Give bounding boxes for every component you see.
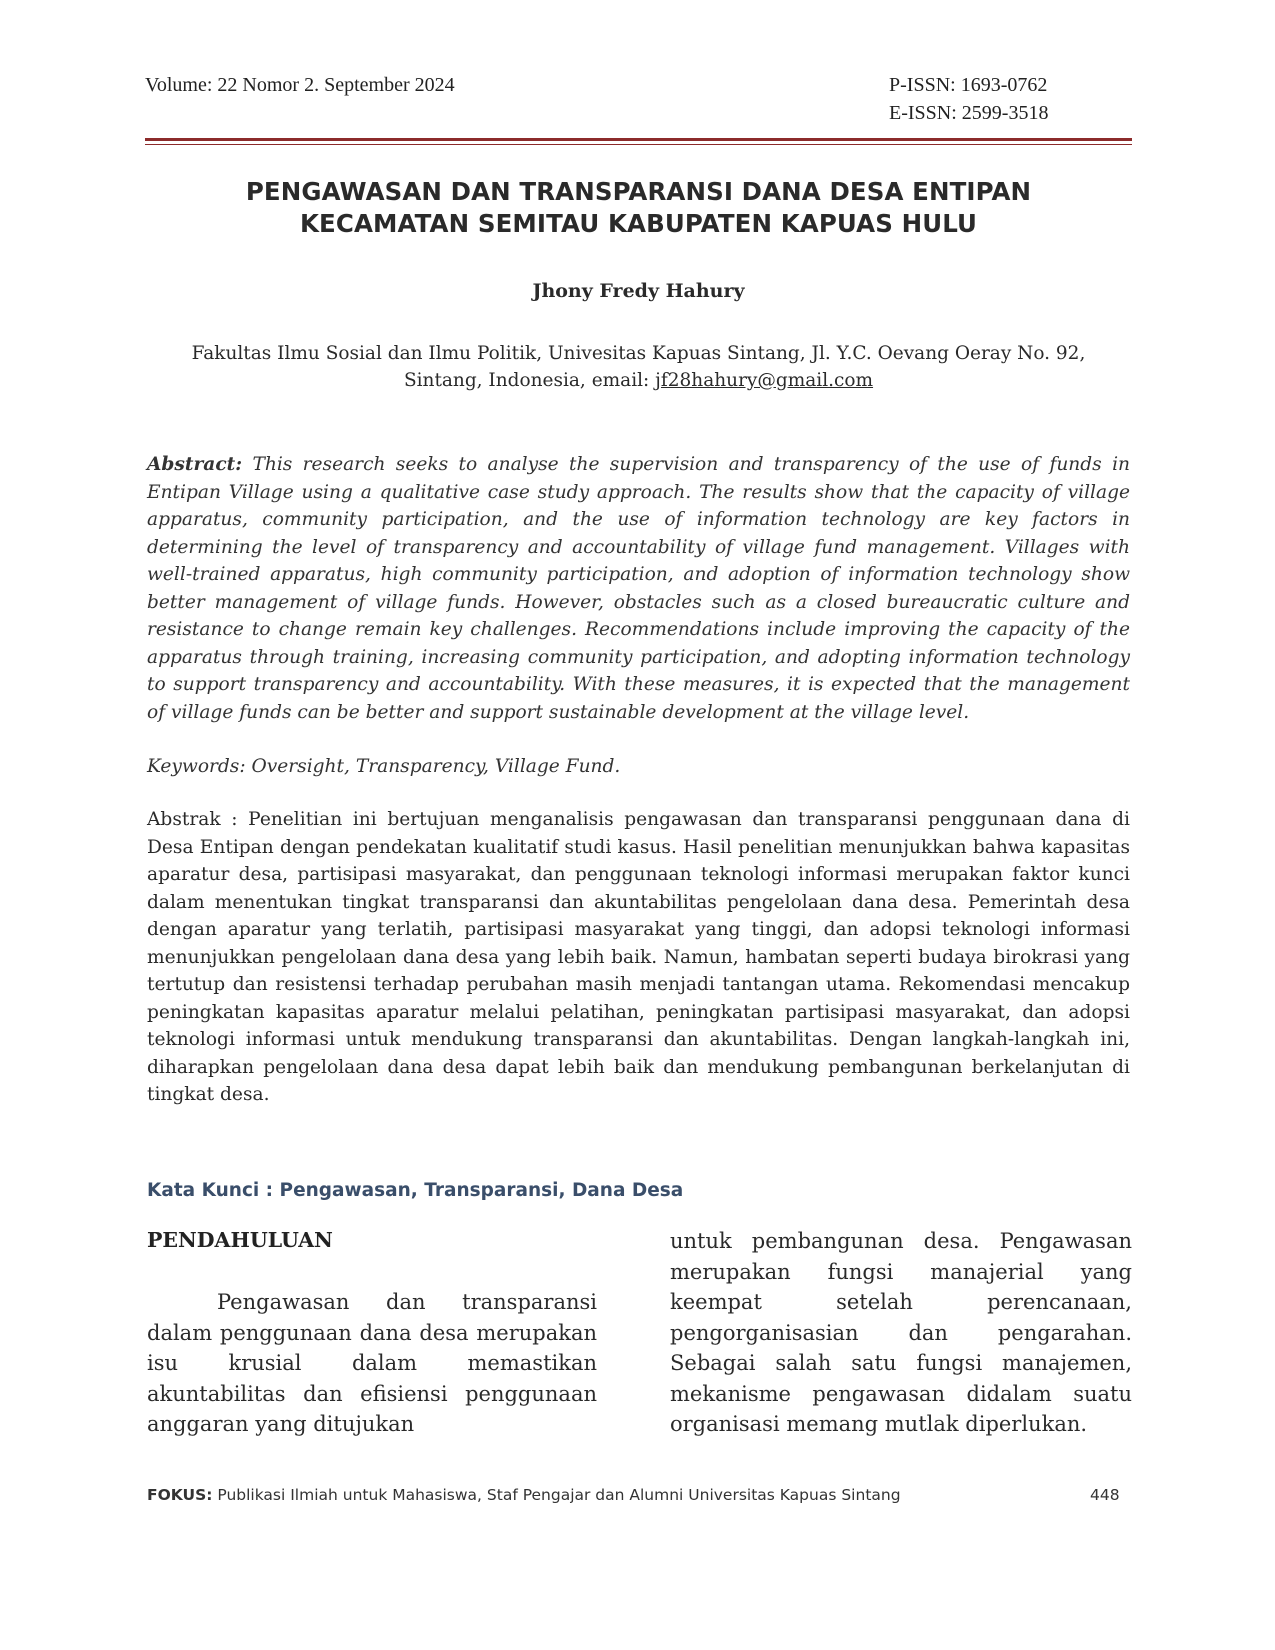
abstract-indonesian: Abstrak : Penelitian ini bertujuan menganalisis pengawasan dan transparansi penggunaan dana di Desa Entipan dengan pendekatan kualitatif studi kasus. Hasil penelitian menunjukkan bahwa kapasitas aparatur desa, partisipasi masyarakat, dan penggunaan teknologi informasi merupakan faktor kunci dalam menentukan tingkat transparansi dan akuntabilitas pengelolaan dana desa. Pemerintah desa dengan aparatur yang terlatih, partisipasi masyarakat yang tinggi, dan adopsi teknologi informasi menunjukkan pengelolaan dana desa yang lebih baik. Namun, hambatan seperti budaya birokrasi yang tertutup dan resistensi terhadap perubahan masih menjadi tantangan utama. Rekomendasi mencakup peningkatan kapasitas aparatur melalui pelatihan, peningkatan partisipasi masyarakat, dan adopsi teknologi informasi untuk mendukung transparansi dan akuntabilitas. Dengan langkah-langkah ini, diharapkan pengelolaan dana desa dapat lebih baik dan mendukung pembangunan berkelanjutan di tingkat desa. <box>147 809 1130 1105</box>
author-name: Jhony Fredy Hahury <box>532 280 745 302</box>
page-number: 448 <box>1090 1486 1120 1504</box>
author-email-link[interactable]: jf28hahury@gmail.com <box>655 370 874 391</box>
right-column-paragraph: untuk pembangunan desa. Pengawasan merupakan fungsi manajerial yang keempat setelah perencanaan, pengorganisasian dan pengarahan. Sebagai salah satu fungsi manajemen, mekanisme pengawasan didalam suatu organisasi memang mutlak diperlukan. <box>670 1229 1132 1436</box>
kata-kunci-label: Kata Kunci : <box>147 1180 274 1201</box>
affiliation-line-1: Fakultas Ilmu Sosial dan Ilmu Politik, Univesitas Kapuas Sintang, Jl. Y.C. Oevang Oeray No. 92, <box>191 343 1086 364</box>
keywords-english: Keywords: Oversight, Transparency, Village Fund. <box>147 756 621 777</box>
print-issn: P-ISSN: 1693-0762 <box>889 74 1048 96</box>
electronic-issn: E-ISSN: 2599-3518 <box>889 102 1049 124</box>
journal-volume: Volume: 22 Nomor 2. September 2024 <box>145 74 455 96</box>
title-line-2: KECAMATAN SEMITAU KABUPATEN KAPUAS HULU <box>299 209 978 238</box>
affiliation <box>145 340 1132 394</box>
header-rule-thick <box>145 138 1132 141</box>
kata-kunci-terms: Pengawasan, Transparansi, Dana Desa <box>273 1180 684 1201</box>
paper-title <box>145 176 1132 240</box>
header-rule-thin <box>145 144 1132 145</box>
footer-label: FOKUS: <box>147 1486 213 1504</box>
abstract-english <box>147 451 1130 726</box>
affiliation-location: Sintang, Indonesia, email: <box>403 370 656 391</box>
kata-kunci <box>147 1180 683 1201</box>
abstract-label: Abstract: <box>147 454 243 475</box>
abstract-text: This research seeks to analyse the supervision and transparency of the use of funds in Entipan Village using a qualitative case study approach. The results show that the capacity of village apparatus, community participation, and the use of information technology are key factors in determining the level of transparency and accountability of village fund management. Villages with well-trained apparatus, high community participation, and adoption of information technology show better management of village funds. However, obstacles such as a closed bureaucratic culture and resistance to change remain key challenges. Recommendations include improving the capacity of the apparatus through training, increasing community participation, and adopting information technology to support transparency and accountability. With these measures, it is expected that the management of village funds can be better and support sustainable development at the village level. <box>147 454 1130 723</box>
title-line-1: PENGAWASAN DAN TRANSPARANSI DANA DESA ENTIPAN <box>245 177 1032 206</box>
footer-text: Publikasi Ilmiah untuk Mahasiswa, Staf Pengajar dan Alumni Universitas Kapuas Sintang <box>212 1486 901 1504</box>
affiliation-line-2 <box>145 367 1132 394</box>
section-heading-pendahuluan: PENDAHULUAN <box>147 1228 333 1252</box>
footer-journal <box>147 1486 901 1504</box>
left-column-paragraph: Pengawasan dan transparansi dalam penggunaan dana desa merupakan isu krusial dalam memastikan akuntabilitas dan efisiensi penggunaan anggaran yang ditujukan <box>147 1290 597 1436</box>
